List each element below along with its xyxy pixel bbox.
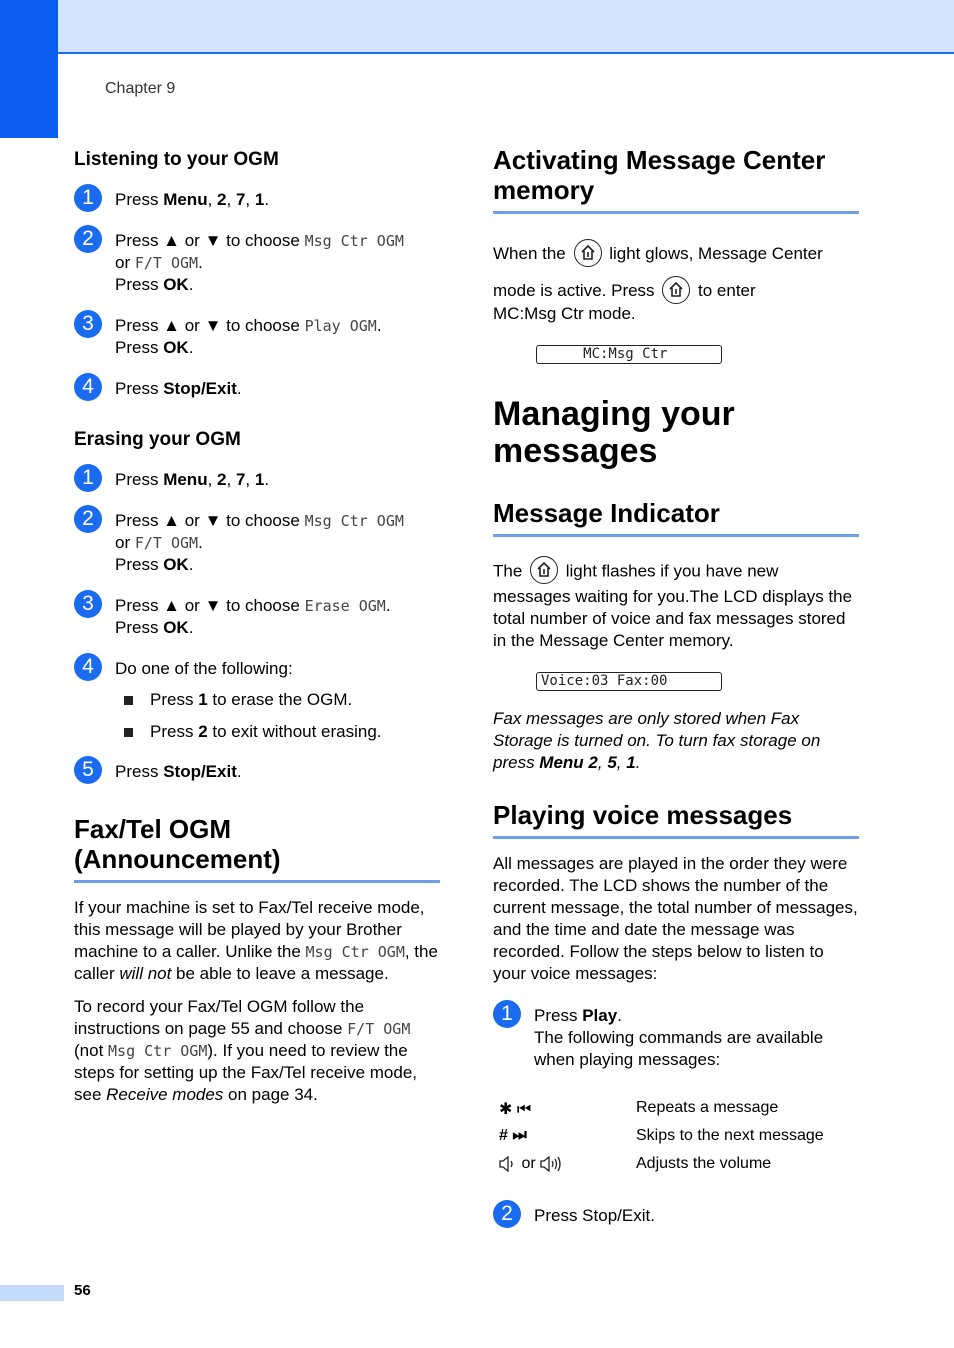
lcd-display-voice-fax: Voice:03 Fax:00 [536,672,722,691]
faxtel-heading [74,814,440,883]
lcd-option: F/T OGM [134,534,199,552]
step-text: Press [534,1006,583,1025]
key-5: 5 [607,753,617,772]
activating-paragraph [493,235,859,309]
exit-option-bullet [124,721,440,743]
step-text: Press [115,338,164,357]
step-text: Press [115,190,164,209]
erasing-step-5 [74,758,440,783]
playing-paragraph: All messages are played in the order they were recorded. The LCD shows the number of the current message, the total number of messages, and the time and date the message was recorded. Follow the steps below to listen to your voice messages: [493,854,858,983]
indicator-paragraph [493,558,859,652]
body-text: (not [74,1041,109,1060]
period: . [188,618,194,637]
playing-heading: Playing voice messages [493,800,859,839]
sep: , [597,753,608,772]
key-1: 1 [254,190,265,209]
body-text: When the [493,244,571,263]
lcd-option: Play OGM [304,317,377,335]
activating-paragraph-end: MC:Msg Ctr mode. [493,304,636,323]
faxtel-paragraph-1 [74,897,440,985]
erasing-step-4 [74,655,440,743]
step-text: or [115,253,135,272]
key-7: 7 [235,470,246,489]
step-number: 3 [74,590,102,618]
step-text: Press [115,762,164,781]
lcd-option: Erase OGM [304,597,386,615]
step-text: Press [115,555,164,574]
body-text: mode is active. Press [493,281,660,300]
step-number: 1 [74,464,102,492]
play-key: Play [582,1006,618,1025]
command-row-repeat [493,1099,859,1127]
stop-exit-key: Stop/Exit [163,762,237,781]
step-text: or [115,533,135,552]
period: . [188,275,194,294]
header-band [58,0,954,54]
step-number: 4 [74,653,102,681]
faxtel-paragraph-2 [74,996,440,1106]
step-text: Press [150,690,199,709]
message-center-icon [574,239,602,267]
key-2: 2 [198,722,208,741]
period: . [188,555,194,574]
body-text: messages waiting for you.The LCD displays the total number of voice and fax messages stored in the Message Center memory. [493,587,853,650]
command-description: Skips to the next message [636,1127,824,1144]
page-number: 56 [74,1282,91,1299]
step-text: Press ▲ or ▼ to choose [115,596,305,615]
sep: , [226,190,236,209]
ok-key: OK [163,618,189,637]
ok-key: OK [163,338,189,357]
step-number: 1 [493,1000,521,1028]
listening-step-3 [74,312,440,359]
step-text: to exit without erasing. [207,722,382,741]
period: . [635,753,641,772]
volume-keys [499,1155,564,1173]
menu-key: Menu [539,753,584,772]
erase-option-bullet [124,689,440,711]
erasing-heading: Erasing your OGM [74,429,241,450]
activating-heading [493,145,859,214]
listening-step-2 [74,227,440,296]
lcd-option: Msg Ctr OGM [108,1042,208,1060]
indicator-note [493,708,859,774]
lcd-option: Msg Ctr OGM [304,512,404,530]
emphasis: will not [119,964,172,983]
managing-heading [493,396,859,470]
step-number: 3 [74,310,102,338]
cross-reference: Receive modes [106,1085,224,1104]
body-text: The [493,561,528,581]
heading-line: Managing your [493,395,735,433]
step-text: Press [115,618,164,637]
listening-step-1 [74,186,440,211]
command-description: Repeats a message [636,1099,779,1116]
step-text: to erase the OGM. [207,690,353,709]
playing-step-1 [493,1002,859,1071]
lcd-display-mc: MC:Msg Ctr [536,345,722,364]
playing-step-2 [493,1202,859,1227]
step-text: Press ▲ or ▼ to choose [115,316,305,335]
ok-key: OK [163,275,189,294]
left-column [74,148,440,1106]
erasing-step-2 [74,507,440,576]
period: . [236,762,242,781]
skip-key-icon: # ⏭ [499,1127,527,1144]
period: . [236,379,242,398]
command-table [493,1099,859,1183]
step-number: 4 [74,373,102,401]
indicator-heading: Message Indicator [493,498,859,537]
page-number-bar [0,1285,64,1301]
heading-line: messages [493,432,658,470]
period: . [188,338,194,357]
sep: , [207,470,218,489]
body-text: be able to leave a message. [171,964,389,983]
chapter-tab [0,0,58,138]
step-number: 2 [74,505,102,533]
period: . [385,596,391,615]
volume-down-icon [499,1156,517,1172]
key-1: 1 [254,470,265,489]
key-1: 1 [198,690,208,709]
chapter-label: Chapter 9 [105,80,176,97]
period: . [264,470,270,489]
period: . [198,533,203,552]
step-number: 2 [493,1200,521,1228]
right-column [493,145,859,1227]
step-text: Do one of the following: [115,659,293,678]
sep: , [226,470,236,489]
step-number: 2 [74,225,102,253]
step-text: Press Stop/Exit. [534,1206,655,1225]
body-text: , the caller [74,942,438,983]
step-text: Press ▲ or ▼ to choose [115,511,305,530]
heading-line: (Announcement) [74,844,281,874]
step-text: Press [115,379,164,398]
listening-step-4 [74,375,440,400]
step-text: Press [115,275,164,294]
repeat-key-icon: ✱ ⏮ [499,1101,532,1118]
step-text: The following commands are available when playing messages: [534,1028,824,1069]
key-7: 7 [235,190,246,209]
key-2: 2 [583,753,598,772]
body-text: To record your Fax/Tel OGM follow the instructions on page 55 and choose [74,997,365,1038]
heading-line: Activating Message Center [493,145,826,175]
erasing-step-3 [74,592,440,639]
period: . [198,253,203,272]
period: . [617,1006,622,1025]
erasing-step-1 [74,466,440,491]
listening-heading: Listening to your OGM [74,149,279,170]
step-text: Press ▲ or ▼ to choose [115,231,305,250]
message-center-icon [530,556,558,584]
body-text: If your machine is set to Fax/Tel receive mode, this message will be played by your Brother machine to a caller. Unlike the [74,898,425,961]
heading-line: Fax/Tel OGM [74,814,231,844]
lcd-option: Msg Ctr OGM [305,943,405,961]
menu-key: Menu [163,190,208,209]
sep: , [207,190,218,209]
body-text: light flashes if you have new [561,561,779,581]
or-label: or [521,1155,536,1172]
message-center-icon [662,276,690,304]
lcd-option: F/T OGM [134,254,199,272]
heading-line: memory [493,175,595,205]
key-1: 1 [626,753,636,772]
command-description: Adjusts the volume [636,1155,772,1172]
step-text: Press [115,470,164,489]
key-2: 2 [217,190,227,209]
body-text: ). If you need to review the steps for setting up the Fax/Tel receive mode, see [74,1041,418,1104]
volume-up-icon [540,1156,564,1172]
note-text: Fax messages are only stored when Fax Storage is turned on. To turn fax storage on press [493,709,821,772]
sep: , [245,190,255,209]
step-text: Press [150,722,199,741]
period: . [264,190,270,209]
sep: , [245,470,255,489]
ok-key: OK [163,555,189,574]
step-number: 1 [74,184,102,212]
key-2: 2 [217,470,227,489]
period: . [376,316,382,335]
step-number: 5 [74,756,102,784]
stop-exit-key: Stop/Exit [163,379,237,398]
body-text: on page 34. [223,1085,318,1104]
body-text: light glows, Message Center [604,244,823,263]
sep: , [616,753,627,772]
menu-key: Menu [163,470,208,489]
body-text: to enter [693,281,756,300]
lcd-option: F/T OGM [347,1020,411,1038]
command-row-volume [493,1155,859,1183]
command-row-skip [493,1127,859,1155]
lcd-option: Msg Ctr OGM [304,232,404,250]
